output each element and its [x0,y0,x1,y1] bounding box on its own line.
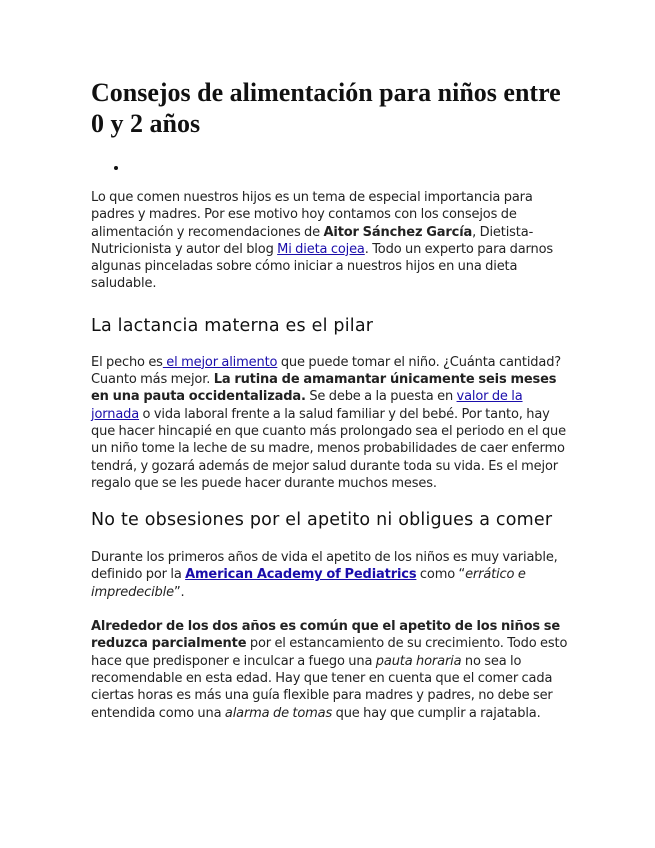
article [91,0,569,722]
lactancia-text-1: El pecho es [91,354,163,370]
apetito-paragraph-1 [91,549,569,601]
apetito-emphasis: errático e impredecible [91,567,526,600]
mejor-alimento-link[interactable]: el mejor alimento [162,354,278,370]
empty-bullet-list [91,159,569,175]
apetito-paragraph-2 [91,618,569,722]
bullet-icon [114,166,118,170]
lactancia-text-3: Se debe a la puesta en [305,389,457,405]
lactancia-bold: La rutina de amamantar únicamente seis meses en una pauta occidentalizada. [91,372,557,405]
lactancia-text-2: que puede tomar el niño. ¿Cuánta cantidad? Cuanto más mejor. [91,354,562,388]
blog-link[interactable]: Mi dieta cojea [277,241,365,257]
lactancia-paragraph [91,354,569,492]
author-name: Aitor Sánchez García [323,224,473,240]
section-heading-lactancia: La lactancia materna es el pilar [91,315,374,336]
apetito2-text-1: por el estancamiento de su crecimiento. Todo esto hace que predisponer e inculcar a fuego una [91,636,568,669]
apetito-text-1: Durante los primeros años de vida el apetito de los niños es muy variable, definido por la [91,550,558,583]
intro-text-1: Lo que comen nuestros hijos es un tema de especial importancia para padres y madres. Por ese motivo hoy contamos con los consejos de alimentación y recomendaciones de [91,190,533,240]
apetito-text-2: como “ [416,567,466,583]
alarma-tomas-emphasis: alarma de tomas [224,705,333,721]
apetito2-text-3: que hay que cumplir a rajatabla. [332,705,541,721]
lactancia-text-4: o vida laboral frente a la salud familiar y del bebé. Por tanto, hay que hacer hincapié en que cuanto más prolongado sea el periodo en el que un niño tome la leche de su madre, menos probabilidades de caer enfermo tendrá, y gozará además de mejor salud durante toda su vida. Es el mejor regalo que se les puede hacer durante muchos meses. [91,406,566,491]
apetito-bold: Alrededor de los dos años es común que el apetito de los niños se reduzca parcialmente [91,619,561,652]
aap-link[interactable]: American Academy of Pediatrics [185,567,417,583]
pauta-horaria-emphasis: pauta horaria [375,653,462,669]
article-title: Consejos de alimentación para niños entre 0 y 2 años [91,78,561,138]
section-heading-apetito: No te obsesiones por el apetito ni obligues a comer [91,510,553,531]
intro-text-3: . Todo un experto para darnos algunas pinceladas sobre cómo iniciar a nuestros hijos en una dieta saludable. [91,241,554,292]
valor-jornada-link[interactable]: valor de la jornada [91,389,523,422]
intro-paragraph [91,189,569,293]
apetito2-text-2: no sea lo recomendable en esta edad. Hay que tener en cuenta que el comer cada ciertas horas es más una guía flexible para madres y padres, no debe ser entendida como una [91,653,553,721]
apetito-text-3: ”. [173,584,185,600]
intro-text-2: , Dietista-Nutricionista y autor del blog [91,224,534,257]
